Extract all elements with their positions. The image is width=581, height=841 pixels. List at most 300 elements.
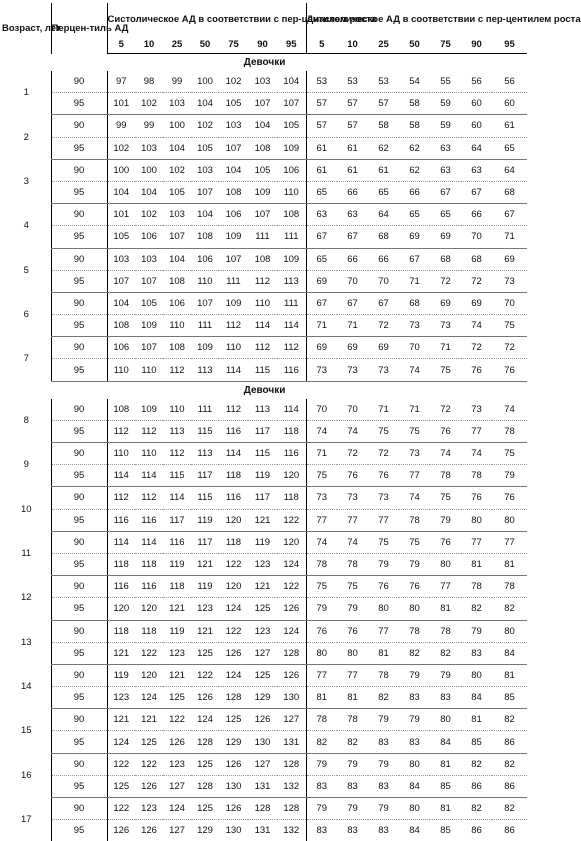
systolic-value-cell: 104 (163, 248, 191, 270)
diastolic-value-cell: 82 (461, 598, 492, 620)
systolic-value-cell: 121 (107, 709, 135, 731)
systolic-value-cell: 109 (219, 226, 248, 248)
systolic-value-cell: 104 (163, 137, 191, 159)
diastolic-value-cell: 76 (368, 576, 399, 598)
diastolic-value-cell: 78 (337, 553, 368, 575)
diastolic-value-cell: 80 (430, 709, 461, 731)
percentile-cell: 90 (51, 71, 107, 93)
diastolic-value-cell: 73 (399, 443, 430, 465)
systolic-value-cell: 131 (248, 775, 277, 797)
diastolic-value-cell: 80 (430, 553, 461, 575)
diastolic-value-cell: 80 (461, 509, 492, 531)
diastolic-value-cell: 78 (430, 620, 461, 642)
diastolic-value-cell: 76 (399, 576, 430, 598)
diastolic-value-cell: 68 (430, 248, 461, 270)
percentile-cell: 90 (51, 753, 107, 775)
diastolic-value-cell: 83 (368, 775, 399, 797)
systolic-value-cell: 107 (191, 292, 219, 314)
systolic-value-cell: 106 (135, 226, 163, 248)
systolic-value-cell: 112 (248, 337, 277, 359)
systolic-value-cell: 126 (248, 709, 277, 731)
diastolic-value-cell: 79 (368, 753, 399, 775)
age-cell: 3 (2, 159, 51, 203)
systolic-value-cell: 109 (191, 337, 219, 359)
systolic-value-cell: 120 (135, 598, 163, 620)
systolic-value-cell: 114 (277, 399, 306, 421)
diastolic-value-cell: 57 (368, 93, 399, 115)
diastolic-value-cell: 57 (306, 115, 337, 137)
diastolic-value-cell: 71 (399, 270, 430, 292)
diastolic-value-cell: 68 (368, 226, 399, 248)
diastolic-value-cell: 77 (430, 576, 461, 598)
systolic-value-cell: 108 (191, 226, 219, 248)
diastolic-value-cell: 63 (430, 137, 461, 159)
systolic-value-cell: 105 (135, 292, 163, 314)
systolic-value-cell: 122 (135, 753, 163, 775)
systolic-value-cell: 123 (135, 798, 163, 820)
diastolic-value-cell: 83 (337, 775, 368, 797)
systolic-value-cell: 114 (248, 315, 277, 337)
section-row (2, 54, 527, 72)
systolic-value-cell: 109 (135, 399, 163, 421)
systolic-value-cell: 131 (277, 731, 306, 753)
systolic-value-cell: 117 (163, 509, 191, 531)
diastolic-value-cell: 75 (399, 531, 430, 553)
systolic-value-cell: 122 (135, 642, 163, 664)
systolic-value-cell: 113 (277, 270, 306, 292)
diastolic-value-cell: 85 (430, 820, 461, 841)
systolic-value-cell: 126 (219, 642, 248, 664)
systolic-value-cell: 102 (191, 115, 219, 137)
percentile-cell: 90 (51, 443, 107, 465)
diastolic-value-cell: 79 (368, 798, 399, 820)
diastolic-value-cell: 73 (461, 399, 492, 421)
systolic-value-cell: 125 (107, 775, 135, 797)
systolic-value-cell: 125 (219, 709, 248, 731)
diastolic-value-cell: 61 (306, 137, 337, 159)
diastolic-value-cell: 69 (368, 337, 399, 359)
percentile-cell: 90 (51, 292, 107, 314)
diastolic-value-cell: 82 (461, 753, 492, 775)
diastolic-value-cell: 74 (492, 399, 527, 421)
systolic-value-cell: 105 (248, 159, 277, 181)
diastolic-value-cell: 72 (368, 315, 399, 337)
systolic-value-cell: 124 (191, 709, 219, 731)
diastolic-value-cell: 70 (337, 270, 368, 292)
systolic-value-cell: 127 (248, 642, 277, 664)
diastolic-value-cell: 80 (399, 598, 430, 620)
diastolic-value-cell: 82 (430, 642, 461, 664)
systolic-value-cell: 108 (248, 137, 277, 159)
diastolic-value-cell: 74 (337, 531, 368, 553)
diastolic-value-cell: 74 (337, 420, 368, 442)
diastolic-value-cell: 61 (337, 159, 368, 181)
percentile-cell: 90 (51, 115, 107, 137)
diastolic-value-cell: 74 (399, 487, 430, 509)
diastolic-value-cell: 76 (461, 359, 492, 381)
diastolic-value-cell: 53 (306, 71, 337, 93)
diastolic-value-cell: 79 (306, 598, 337, 620)
diastolic-value-cell: 65 (430, 204, 461, 226)
diastolic-value-cell: 77 (492, 531, 527, 553)
diastolic-value-cell: 82 (492, 798, 527, 820)
systolic-value-cell: 102 (107, 137, 135, 159)
percentile-cell: 95 (51, 315, 107, 337)
diastolic-value-cell: 67 (399, 248, 430, 270)
diastolic-value-cell: 83 (337, 820, 368, 841)
systolic-value-cell: 130 (277, 687, 306, 709)
diastolic-value-cell: 82 (492, 753, 527, 775)
diastolic-value-cell: 57 (337, 93, 368, 115)
systolic-value-cell: 122 (219, 620, 248, 642)
percentile-cell: 95 (51, 465, 107, 487)
systolic-value-cell: 124 (219, 664, 248, 686)
systolic-value-cell: 120 (219, 576, 248, 598)
systolic-value-cell: 116 (107, 576, 135, 598)
diastolic-value-cell: 73 (399, 315, 430, 337)
diastolic-value-cell: 61 (306, 159, 337, 181)
diastolic-value-cell: 73 (368, 359, 399, 381)
systolic-value-cell: 103 (107, 248, 135, 270)
systolic-value-cell: 110 (107, 443, 135, 465)
diastolic-value-cell: 73 (306, 359, 337, 381)
diastolic-value-cell: 72 (337, 443, 368, 465)
diastolic-value-cell: 75 (492, 315, 527, 337)
diastolic-value-cell: 69 (430, 226, 461, 248)
systolic-value-cell: 124 (107, 731, 135, 753)
systolic-value-cell: 117 (248, 487, 277, 509)
diastolic-value-cell: 60 (461, 115, 492, 137)
diastolic-value-cell: 62 (399, 159, 430, 181)
age-cell: 16 (2, 753, 51, 797)
systolic-value-cell: 126 (191, 687, 219, 709)
systolic-value-cell: 122 (163, 709, 191, 731)
diastolic-value-cell: 61 (368, 159, 399, 181)
diastolic-value-cell: 67 (461, 181, 492, 203)
systolic-value-cell: 120 (107, 598, 135, 620)
diastolic-value-cell: 80 (492, 620, 527, 642)
diastolic-value-cell: 78 (492, 576, 527, 598)
diastolic-height-percentile-90: 90 (461, 35, 492, 54)
section-label: Девочки (2, 54, 527, 72)
diastolic-value-cell: 81 (306, 687, 337, 709)
percentile-cell: 95 (51, 598, 107, 620)
systolic-value-cell: 128 (248, 798, 277, 820)
table-row (2, 731, 527, 753)
systolic-value-cell: 122 (191, 664, 219, 686)
diastolic-value-cell: 80 (461, 664, 492, 686)
systolic-value-cell: 104 (248, 115, 277, 137)
diastolic-value-cell: 76 (337, 465, 368, 487)
systolic-value-cell: 104 (107, 181, 135, 203)
diastolic-value-cell: 81 (461, 709, 492, 731)
systolic-value-cell: 101 (107, 93, 135, 115)
systolic-value-cell: 115 (248, 443, 277, 465)
diastolic-value-cell: 79 (399, 709, 430, 731)
systolic-value-cell: 112 (219, 315, 248, 337)
systolic-value-cell: 129 (248, 687, 277, 709)
systolic-value-cell: 104 (277, 71, 306, 93)
diastolic-value-cell: 76 (461, 487, 492, 509)
percentile-cell: 95 (51, 731, 107, 753)
diastolic-value-cell: 83 (399, 731, 430, 753)
percentile-cell: 95 (51, 359, 107, 381)
systolic-value-cell: 107 (248, 204, 277, 226)
age-cell: 12 (2, 576, 51, 620)
systolic-value-cell: 132 (277, 820, 306, 841)
systolic-value-cell: 112 (163, 359, 191, 381)
diastolic-value-cell: 63 (461, 159, 492, 181)
diastolic-value-cell: 67 (492, 204, 527, 226)
systolic-value-cell: 103 (248, 71, 277, 93)
diastolic-value-cell: 67 (368, 292, 399, 314)
table-row (2, 576, 527, 598)
diastolic-value-cell: 53 (337, 71, 368, 93)
percentile-cell: 90 (51, 576, 107, 598)
age-cell: 2 (2, 115, 51, 159)
diastolic-value-cell: 82 (368, 687, 399, 709)
systolic-value-cell: 117 (191, 531, 219, 553)
percentile-cell: 90 (51, 399, 107, 421)
diastolic-value-cell: 84 (399, 775, 430, 797)
diastolic-value-cell: 77 (306, 509, 337, 531)
diastolic-value-cell: 72 (430, 270, 461, 292)
systolic-value-cell: 130 (219, 820, 248, 841)
systolic-value-cell: 107 (135, 337, 163, 359)
diastolic-value-cell: 81 (461, 553, 492, 575)
percentile-cell: 90 (51, 487, 107, 509)
age-cell: 14 (2, 664, 51, 708)
diastolic-value-cell: 71 (337, 315, 368, 337)
diastolic-value-cell: 75 (492, 443, 527, 465)
diastolic-value-cell: 70 (368, 270, 399, 292)
systolic-value-cell: 126 (107, 820, 135, 841)
age-cell: 13 (2, 620, 51, 664)
systolic-value-cell: 125 (248, 598, 277, 620)
table-row (2, 487, 527, 509)
diastolic-value-cell: 66 (461, 204, 492, 226)
systolic-value-cell: 101 (107, 204, 135, 226)
systolic-value-cell: 118 (277, 487, 306, 509)
systolic-value-cell: 122 (107, 753, 135, 775)
systolic-value-cell: 103 (219, 115, 248, 137)
systolic-value-cell: 121 (191, 620, 219, 642)
systolic-value-cell: 108 (277, 204, 306, 226)
diastolic-value-cell: 69 (492, 248, 527, 270)
diastolic-value-cell: 72 (492, 337, 527, 359)
diastolic-value-cell: 76 (306, 620, 337, 642)
header-row-groups (2, 3, 527, 35)
diastolic-value-cell: 62 (368, 137, 399, 159)
table-row (2, 820, 527, 841)
diastolic-value-cell: 78 (461, 576, 492, 598)
systolic-header: Систолическое АД в соответствии с пер-центилем роста (107, 3, 306, 35)
diastolic-value-cell: 80 (337, 642, 368, 664)
systolic-value-cell: 99 (107, 115, 135, 137)
diastolic-value-cell: 77 (461, 420, 492, 442)
diastolic-value-cell: 64 (492, 159, 527, 181)
diastolic-value-cell: 68 (492, 181, 527, 203)
systolic-value-cell: 123 (248, 553, 277, 575)
diastolic-value-cell: 75 (430, 487, 461, 509)
systolic-value-cell: 115 (248, 359, 277, 381)
diastolic-value-cell: 83 (368, 820, 399, 841)
systolic-value-cell: 112 (107, 487, 135, 509)
systolic-value-cell: 124 (135, 687, 163, 709)
systolic-value-cell: 105 (277, 115, 306, 137)
systolic-value-cell: 113 (191, 359, 219, 381)
diastolic-value-cell: 76 (492, 359, 527, 381)
systolic-value-cell: 100 (107, 159, 135, 181)
systolic-value-cell: 100 (191, 71, 219, 93)
section-row (2, 381, 527, 399)
diastolic-value-cell: 77 (337, 664, 368, 686)
diastolic-value-cell: 71 (430, 337, 461, 359)
diastolic-value-cell: 71 (306, 315, 337, 337)
diastolic-value-cell: 59 (430, 115, 461, 137)
systolic-value-cell: 106 (277, 159, 306, 181)
diastolic-value-cell: 69 (306, 337, 337, 359)
diastolic-value-cell: 78 (399, 509, 430, 531)
systolic-value-cell: 116 (219, 487, 248, 509)
diastolic-value-cell: 81 (430, 753, 461, 775)
systolic-value-cell: 125 (191, 642, 219, 664)
diastolic-value-cell: 78 (306, 709, 337, 731)
percentile-cell: 90 (51, 709, 107, 731)
diastolic-value-cell: 72 (368, 443, 399, 465)
systolic-value-cell: 119 (248, 465, 277, 487)
systolic-value-cell: 123 (163, 642, 191, 664)
systolic-value-cell: 114 (219, 359, 248, 381)
systolic-value-cell: 106 (107, 337, 135, 359)
systolic-value-cell: 112 (163, 443, 191, 465)
diastolic-value-cell: 71 (368, 399, 399, 421)
diastolic-value-cell: 69 (337, 337, 368, 359)
systolic-height-percentile-75: 75 (219, 35, 248, 54)
diastolic-value-cell: 54 (399, 71, 430, 93)
systolic-value-cell: 98 (135, 71, 163, 93)
diastolic-value-cell: 82 (461, 798, 492, 820)
systolic-value-cell: 123 (248, 620, 277, 642)
diastolic-value-cell: 78 (399, 620, 430, 642)
systolic-value-cell: 114 (107, 531, 135, 553)
diastolic-value-cell: 79 (337, 598, 368, 620)
table-row (2, 137, 527, 159)
percentile-header: Перцен-тиль АД (51, 3, 107, 54)
systolic-value-cell: 115 (191, 420, 219, 442)
diastolic-value-cell: 67 (430, 181, 461, 203)
diastolic-value-cell: 83 (368, 731, 399, 753)
diastolic-value-cell: 83 (461, 642, 492, 664)
diastolic-value-cell: 66 (337, 181, 368, 203)
diastolic-value-cell: 73 (337, 487, 368, 509)
systolic-value-cell: 110 (277, 181, 306, 203)
systolic-value-cell: 126 (135, 820, 163, 841)
systolic-value-cell: 119 (107, 664, 135, 686)
systolic-value-cell: 123 (107, 687, 135, 709)
diastolic-value-cell: 70 (399, 337, 430, 359)
systolic-value-cell: 109 (219, 292, 248, 314)
systolic-value-cell: 125 (248, 664, 277, 686)
table-row (2, 798, 527, 820)
table-row (2, 531, 527, 553)
diastolic-value-cell: 70 (492, 292, 527, 314)
diastolic-value-cell: 66 (368, 248, 399, 270)
diastolic-value-cell: 81 (368, 642, 399, 664)
table-row (2, 181, 527, 203)
systolic-value-cell: 121 (163, 598, 191, 620)
age-header: Возраст, лет (2, 3, 51, 54)
diastolic-value-cell: 56 (461, 71, 492, 93)
table-row (2, 664, 527, 686)
table-row (2, 420, 527, 442)
diastolic-value-cell: 78 (430, 465, 461, 487)
systolic-height-percentile-90: 90 (248, 35, 277, 54)
systolic-value-cell: 121 (248, 576, 277, 598)
diastolic-value-cell: 79 (337, 798, 368, 820)
systolic-value-cell: 111 (277, 292, 306, 314)
systolic-value-cell: 119 (191, 509, 219, 531)
systolic-value-cell: 124 (277, 620, 306, 642)
table-row (2, 337, 527, 359)
systolic-value-cell: 110 (191, 270, 219, 292)
percentile-cell: 95 (51, 553, 107, 575)
systolic-value-cell: 132 (277, 775, 306, 797)
systolic-value-cell: 112 (248, 270, 277, 292)
systolic-value-cell: 126 (219, 753, 248, 775)
systolic-value-cell: 104 (107, 292, 135, 314)
systolic-value-cell: 116 (135, 509, 163, 531)
diastolic-value-cell: 84 (492, 642, 527, 664)
systolic-value-cell: 121 (248, 509, 277, 531)
diastolic-value-cell: 77 (461, 531, 492, 553)
systolic-value-cell: 108 (107, 315, 135, 337)
systolic-value-cell: 126 (219, 798, 248, 820)
diastolic-value-cell: 74 (430, 443, 461, 465)
systolic-value-cell: 112 (219, 399, 248, 421)
diastolic-value-cell: 77 (337, 509, 368, 531)
diastolic-value-cell: 64 (461, 137, 492, 159)
diastolic-value-cell: 67 (337, 292, 368, 314)
blood-pressure-table (2, 3, 527, 841)
table-row (2, 159, 527, 181)
systolic-value-cell: 110 (219, 337, 248, 359)
systolic-value-cell: 115 (163, 465, 191, 487)
diastolic-value-cell: 83 (306, 820, 337, 841)
diastolic-value-cell: 79 (399, 664, 430, 686)
systolic-value-cell: 128 (277, 753, 306, 775)
age-cell: 11 (2, 531, 51, 575)
diastolic-height-percentile-10: 10 (337, 35, 368, 54)
systolic-value-cell: 103 (163, 204, 191, 226)
systolic-value-cell: 104 (191, 204, 219, 226)
table-row (2, 620, 527, 642)
systolic-value-cell: 130 (219, 775, 248, 797)
systolic-value-cell: 114 (277, 315, 306, 337)
systolic-value-cell: 120 (219, 509, 248, 531)
diastolic-value-cell: 53 (368, 71, 399, 93)
systolic-value-cell: 112 (135, 487, 163, 509)
systolic-value-cell: 108 (248, 248, 277, 270)
diastolic-value-cell: 75 (306, 465, 337, 487)
systolic-value-cell: 118 (219, 465, 248, 487)
diastolic-value-cell: 62 (399, 137, 430, 159)
systolic-value-cell: 111 (277, 226, 306, 248)
systolic-value-cell: 114 (219, 443, 248, 465)
diastolic-value-cell: 76 (430, 531, 461, 553)
diastolic-value-cell: 58 (368, 115, 399, 137)
age-cell: 4 (2, 204, 51, 248)
